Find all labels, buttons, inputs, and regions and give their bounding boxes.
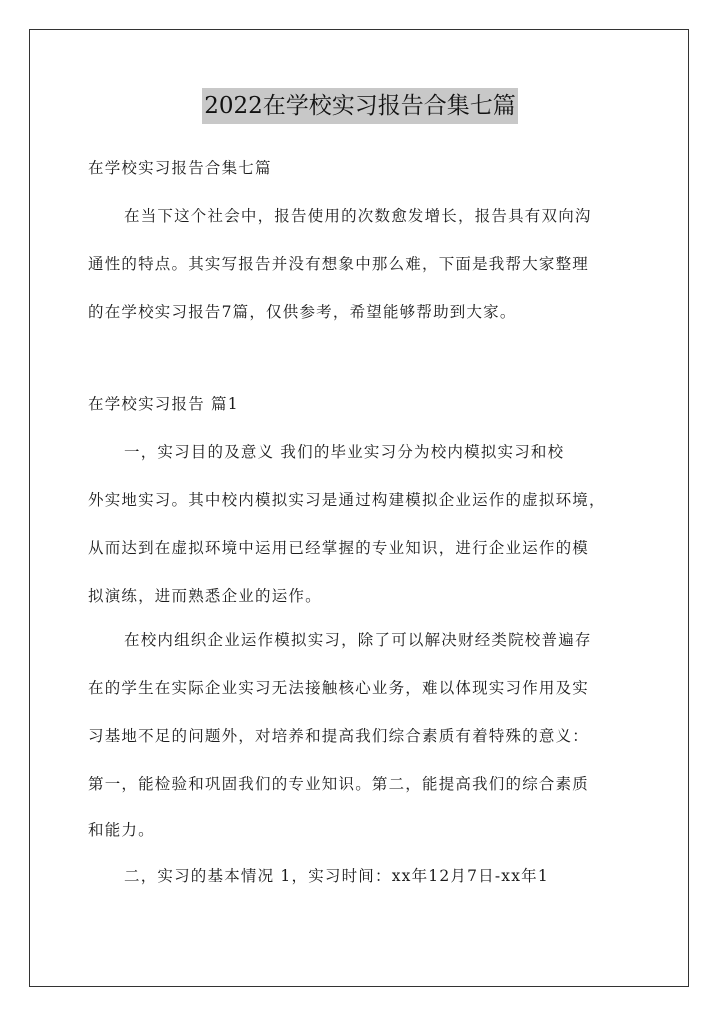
paragraph2-line-3: 习基地不足的问题外，对培养和提高我们综合素质有着特殊的意义：	[88, 727, 590, 745]
intro-line-1: 在当下这个社会中，报告使用的次数愈发增长，报告具有双向沟	[124, 207, 592, 225]
document-subtitle: 在学校实习报告合集七篇	[88, 159, 272, 177]
intro-line-2: 通性的特点。其实写报告并没有想象中那么难，下面是我帮大家整理	[88, 255, 590, 273]
title-container	[0, 88, 720, 124]
paragraph2-line-5: 和能力。	[88, 821, 155, 839]
document-title: 2022在学校实习报告合集七篇	[202, 88, 518, 124]
paragraph1-line-3: 从而达到在虚拟环境中运用已经掌握的专业知识，进行企业运作的模	[88, 539, 590, 557]
paragraph1-line-4: 拟演练，进而熟悉企业的运作。	[88, 587, 322, 605]
paragraph3-line-1: 二，实习的基本情况 1，实习时间：xx年12月7日-xx年1	[124, 867, 549, 885]
intro-line-3: 的在学校实习报告7篇，仅供参考，希望能够帮助到大家。	[88, 303, 517, 321]
section-heading: 在学校实习报告 篇1	[88, 395, 239, 413]
paragraph1-line-1: 一，实习目的及意义 我们的毕业实习分为校内模拟实习和校	[124, 443, 565, 461]
paragraph2-line-2: 在的学生在实际企业实习无法接触核心业务，难以体现实习作用及实	[88, 679, 590, 697]
paragraph1-line-2: 外实地实习。其中校内模拟实习是通过构建模拟企业运作的虚拟环境，	[88, 491, 606, 509]
paragraph2-line-4: 第一，能检验和巩固我们的专业知识。第二，能提高我们的综合素质	[88, 775, 590, 793]
paragraph2-line-1: 在校内组织企业运作模拟实习，除了可以解决财经类院校普遍存	[124, 631, 592, 649]
